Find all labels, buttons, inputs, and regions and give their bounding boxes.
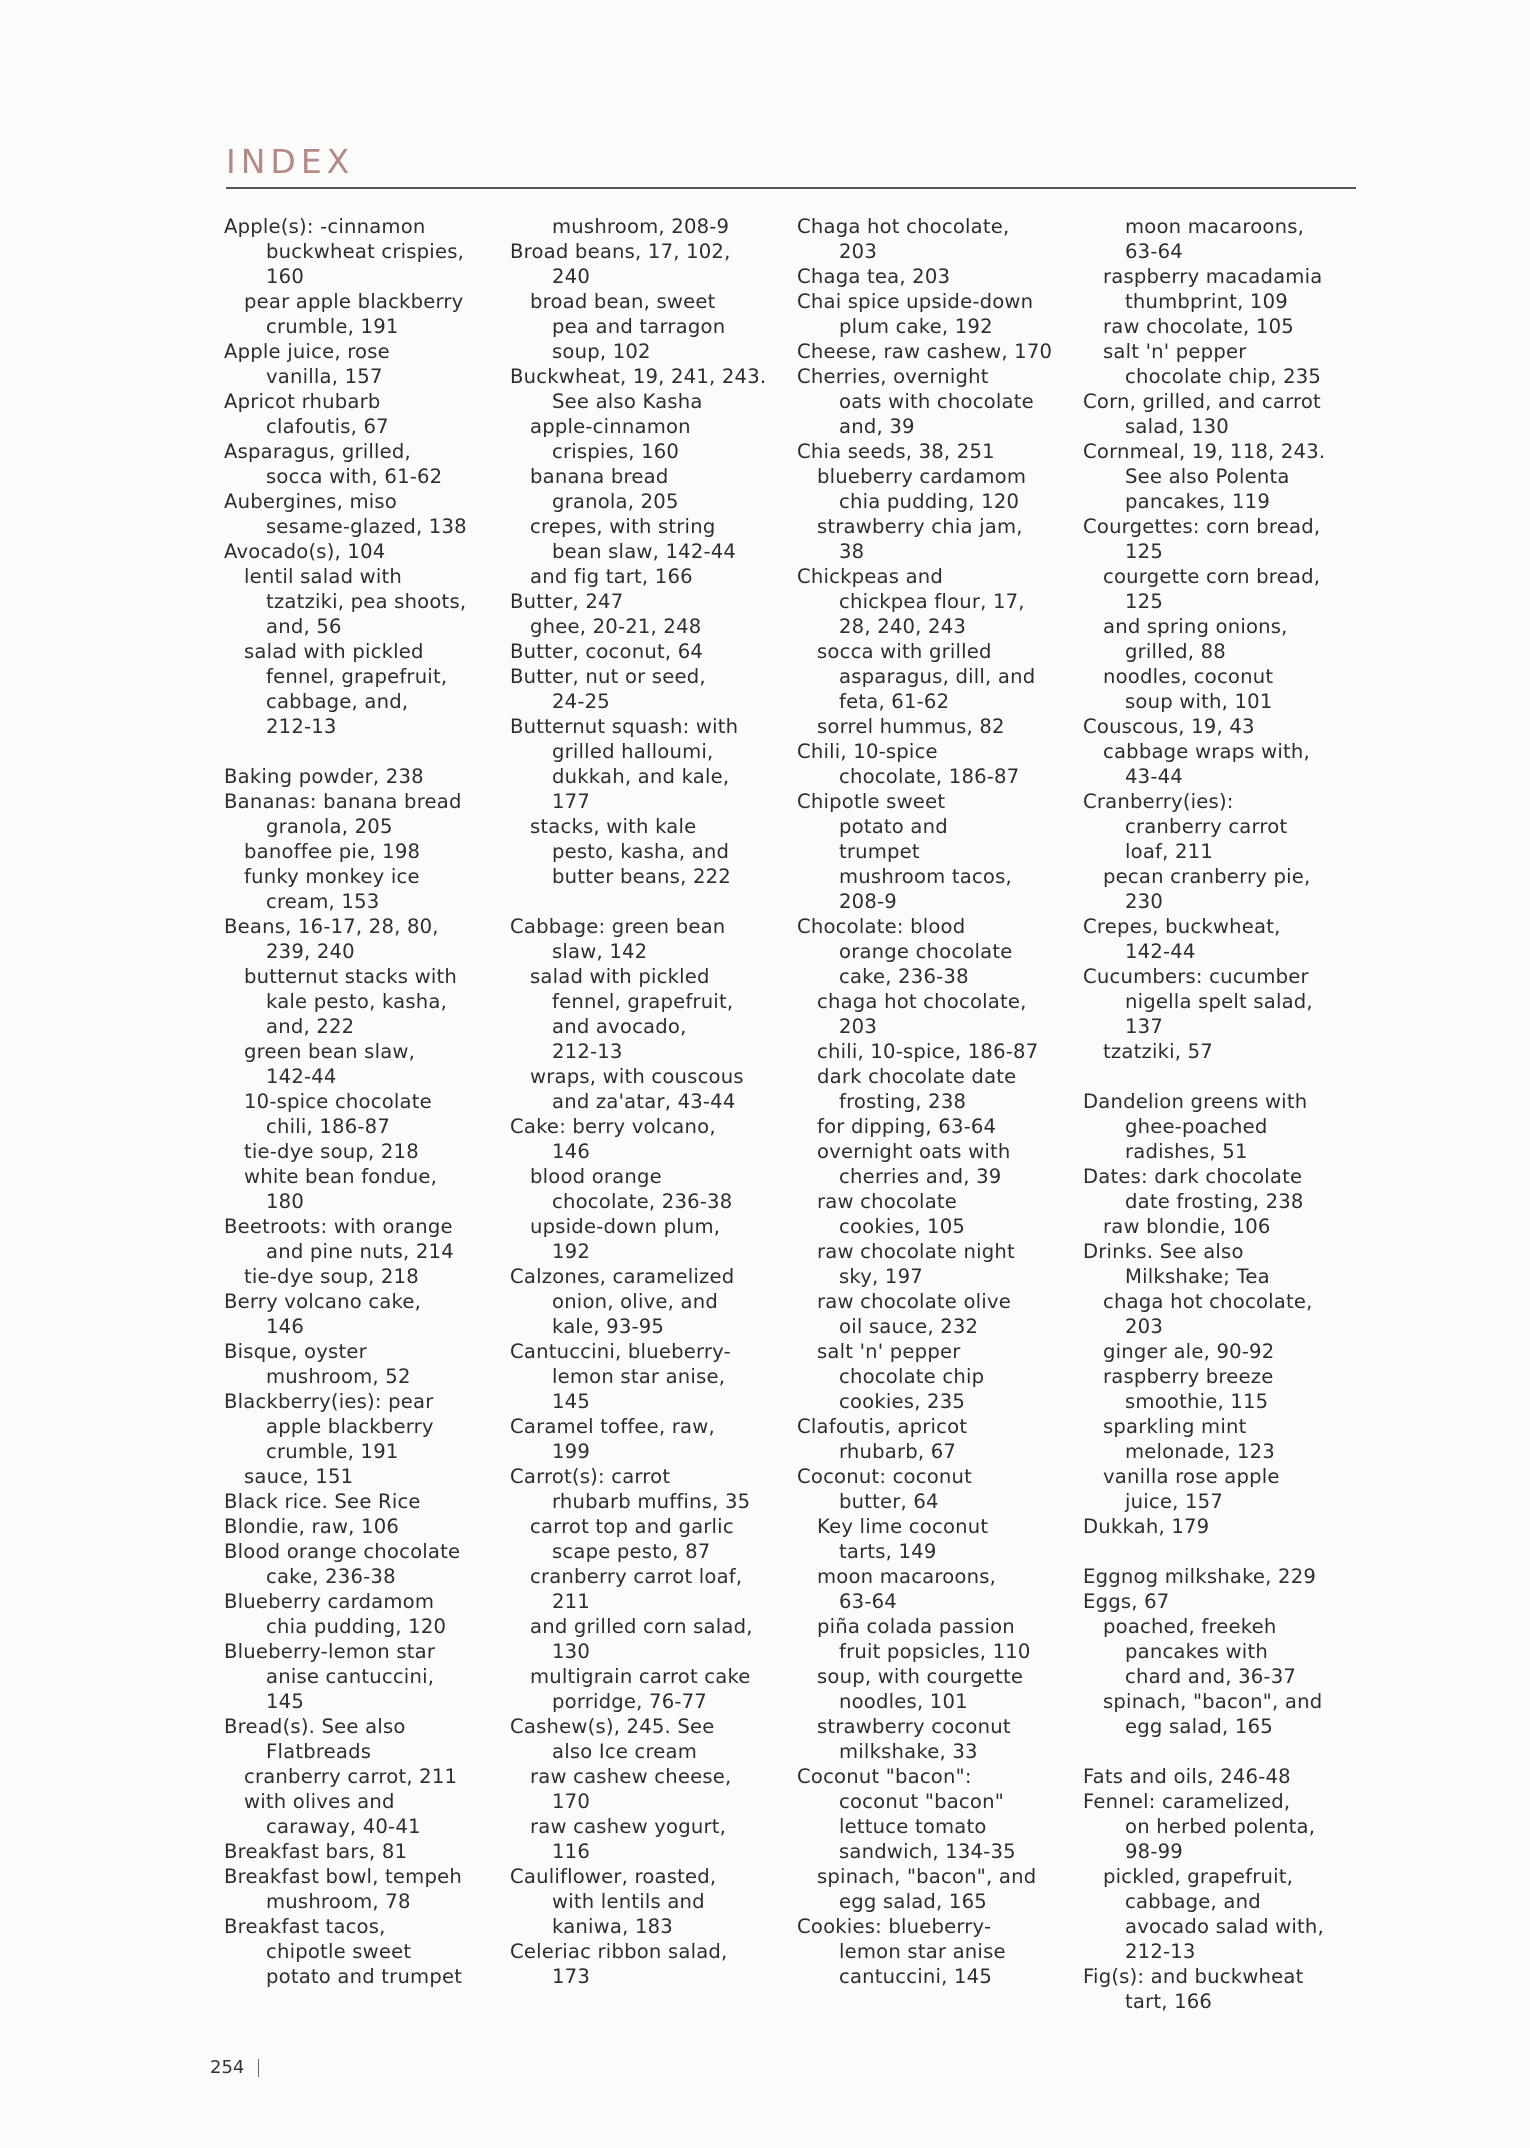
index-subentry: salt 'n' pepper — [817, 1340, 961, 1363]
index-subentry: fennel, grapefruit, — [552, 990, 734, 1013]
index-subentry: loaf, 211 — [1125, 840, 1213, 863]
index-subentry: pancakes with — [1125, 1640, 1268, 1663]
index-subentry: cranberry carrot, 211 — [244, 1765, 458, 1788]
index-entry: Cheese, raw cashew, 170 — [797, 340, 1053, 363]
index-subentry: potato and trumpet — [266, 1965, 463, 1988]
index-entry: Blackberry(ies): pear — [224, 1390, 434, 1413]
index-subentry: with olives and — [244, 1790, 395, 1813]
index-entry: Baking powder, 238 — [224, 765, 424, 788]
index-subentry: frosting, 238 — [839, 1090, 967, 1113]
page-number: 254 — [210, 2057, 245, 2078]
index-subentry: kaniwa, 183 — [552, 1915, 673, 1938]
index-subentry: milkshake, 33 — [839, 1740, 978, 1763]
index-subentry: poached, freekeh — [1103, 1615, 1277, 1638]
index-subentry: clafoutis, 67 — [266, 415, 389, 438]
index-subentry: raw blondie, 106 — [1103, 1215, 1271, 1238]
index-subentry: lemon star anise — [839, 1940, 1006, 1963]
index-entry: Dates: dark chocolate — [1083, 1165, 1303, 1188]
index-subentry: ghee, 20-21, 248 — [530, 615, 702, 638]
index-subentry: raw chocolate — [817, 1190, 958, 1213]
index-entry: Chai spice upside-down — [797, 290, 1034, 313]
index-entry: Blood orange chocolate — [224, 1540, 461, 1563]
index-subentry: chia pudding, 120 — [839, 490, 1020, 513]
index-subentry: tzatziki, pea shoots, — [266, 590, 467, 613]
index-subentry: slaw, 142 — [552, 940, 648, 963]
index-subentry: 146 — [266, 1315, 304, 1338]
index-subentry: soup, 102 — [552, 340, 651, 363]
index-subentry: caraway, 40-41 — [266, 1815, 421, 1838]
index-subentry: pear apple blackberry — [244, 290, 464, 313]
index-subentry: tart, 166 — [1125, 1990, 1213, 2013]
index-subentry: on herbed polenta, — [1125, 1815, 1316, 1838]
index-subentry: granola, 205 — [266, 815, 393, 838]
index-entry: Chili, 10-spice — [797, 740, 938, 763]
index-subentry: bean slaw, 142-44 — [552, 540, 737, 563]
index-subentry: and pine nuts, 214 — [266, 1240, 454, 1263]
index-subentry: kale, 93-95 — [552, 1315, 665, 1338]
index-subentry: also Ice cream — [552, 1740, 698, 1763]
index-subentry: white bean fondue, — [244, 1165, 438, 1188]
index-subentry: dark chocolate date — [817, 1065, 1017, 1088]
index-subentry: raspberry breeze — [1103, 1365, 1274, 1388]
index-subentry: multigrain carrot cake — [530, 1665, 751, 1688]
index-subentry: noodles, 101 — [839, 1690, 968, 1713]
index-subentry: oil sauce, 232 — [839, 1315, 979, 1338]
index-subentry: 43-44 — [1125, 765, 1183, 788]
index-subentry: See also Polenta — [1125, 465, 1290, 488]
index-subentry: overnight oats with — [817, 1140, 1011, 1163]
index-subentry: spinach, "bacon", and — [817, 1865, 1037, 1888]
index-entry: Broad beans, 17, 102, — [510, 240, 731, 263]
index-entry: Fennel: caramelized, — [1083, 1790, 1291, 1813]
index-gap — [1083, 1064, 1383, 1089]
index-subentry: ginger ale, 90-92 — [1103, 1340, 1275, 1363]
index-column-2 — [510, 214, 810, 1989]
index-subentry: trumpet — [839, 840, 920, 863]
index-subentry: chaga hot chocolate, — [1103, 1290, 1313, 1313]
index-subentry: ghee-poached — [1125, 1115, 1268, 1138]
index-subentry: vanilla rose apple — [1103, 1465, 1280, 1488]
index-subentry: 212-13 — [266, 715, 337, 738]
index-gap — [1083, 1739, 1383, 1764]
index-entry: Crepes, buckwheat, — [1083, 915, 1281, 938]
index-subentry: tie-dye soup, 218 — [244, 1265, 419, 1288]
index-subentry: egg salad, 165 — [839, 1890, 987, 1913]
index-entry: Fig(s): and buckwheat — [1083, 1965, 1304, 1988]
index-entry: Cashew(s), 245. See — [510, 1715, 715, 1738]
index-subentry: soup, with courgette — [817, 1665, 1024, 1688]
index-subentry: salt 'n' pepper — [1103, 340, 1247, 363]
index-subentry: oats with chocolate — [839, 390, 1034, 413]
index-subentry: avocado salad with, — [1125, 1915, 1324, 1938]
index-entry: Bisque, oyster — [224, 1340, 367, 1363]
index-subentry: 203 — [839, 1015, 877, 1038]
index-entry: Eggnog milkshake, 229 — [1083, 1565, 1317, 1588]
index-subentry: cantuccini, 145 — [839, 1965, 993, 1988]
index-entry: Asparagus, grilled, — [224, 440, 411, 463]
index-entry: Berry volcano cake, — [224, 1290, 422, 1313]
index-subentry: raw cashew yogurt, — [530, 1815, 727, 1838]
index-subentry: smoothie, 115 — [1125, 1390, 1269, 1413]
index-entry: Blondie, raw, 106 — [224, 1515, 400, 1538]
index-entry: Corn, grilled, and carrot — [1083, 390, 1321, 413]
index-subentry: funky monkey ice — [244, 865, 420, 888]
index-subentry: juice, 157 — [1125, 1490, 1223, 1513]
index-subentry: sparkling mint — [1103, 1415, 1247, 1438]
index-entry: Calzones, caramelized — [510, 1265, 735, 1288]
index-subentry: 146 — [552, 1140, 590, 1163]
index-subentry: 203 — [1125, 1315, 1163, 1338]
index-subentry: 130 — [552, 1640, 590, 1663]
index-subentry: 142-44 — [1125, 940, 1196, 963]
index-subentry: 63-64 — [839, 1590, 897, 1613]
index-entry: Bananas: banana bread — [224, 790, 462, 813]
page-title: INDEX — [226, 142, 355, 181]
index-subentry: asparagus, dill, and — [839, 665, 1036, 688]
index-subentry: and grilled corn salad, — [530, 1615, 753, 1638]
index-entry: Coconut "bacon": — [797, 1765, 972, 1788]
index-subentry: crispies, 160 — [552, 440, 680, 463]
index-subentry: 208-9 — [839, 890, 897, 913]
index-entry: Breakfast bars, 81 — [224, 1840, 408, 1863]
index-subentry: chili, 186-87 — [266, 1115, 390, 1138]
index-subentry: 142-44 — [266, 1065, 337, 1088]
index-entry: Chocolate: blood — [797, 915, 966, 938]
index-subentry: grilled, 88 — [1125, 640, 1226, 663]
index-column-3 — [797, 214, 1097, 1989]
index-subentry: blueberry cardamom — [817, 465, 1027, 488]
index-entry: Avocado(s), 104 — [224, 540, 386, 563]
index-subentry: courgette corn bread, — [1103, 565, 1321, 588]
index-subentry: 173 — [552, 1965, 590, 1988]
index-subentry: chocolate chip, 235 — [1125, 365, 1322, 388]
index-entry: Clafoutis, apricot — [797, 1415, 968, 1438]
index-subentry: porridge, 76-77 — [552, 1690, 707, 1713]
index-entry: Cornmeal, 19, 118, 243. — [1083, 440, 1326, 463]
index-subentry: green bean slaw, — [244, 1040, 416, 1063]
index-subentry: buckwheat crispies, — [266, 240, 465, 263]
index-entry: Buckwheat, 19, 241, 243. — [510, 365, 767, 388]
index-entry: Celeriac ribbon salad, — [510, 1940, 728, 1963]
index-entry: Butter, nut or seed, — [510, 665, 706, 688]
index-subentry: crumble, 191 — [266, 315, 399, 338]
index-subentry: 125 — [1125, 540, 1163, 563]
index-entry: Dukkah, 179 — [1083, 1515, 1210, 1538]
index-subentry: mushroom tacos, — [839, 865, 1012, 888]
index-subentry: and, 222 — [266, 1015, 355, 1038]
index-subentry: 212-13 — [552, 1040, 623, 1063]
index-subentry: rhubarb, 67 — [839, 1440, 957, 1463]
index-subentry: pea and tarragon — [552, 315, 726, 338]
index-subentry: chard and, 36-37 — [1125, 1665, 1297, 1688]
index-column-4 — [1083, 214, 1383, 2014]
index-subentry: cookies, 105 — [839, 1215, 966, 1238]
index-subentry: rhubarb muffins, 35 — [552, 1490, 751, 1513]
index-subentry: and, 56 — [266, 615, 342, 638]
index-entry: Apricot rhubarb — [224, 390, 381, 413]
index-subentry: chocolate, 186-87 — [839, 765, 1020, 788]
index-entry: Butter, 247 — [510, 590, 624, 613]
index-subentry: cabbage wraps with, — [1103, 740, 1310, 763]
index-subentry: sesame-glazed, 138 — [266, 515, 467, 538]
index-subentry: noodles, coconut — [1103, 665, 1274, 688]
index-subentry: for dipping, 63-64 — [817, 1115, 997, 1138]
index-subentry: chocolate chip — [839, 1365, 985, 1388]
index-subentry: 125 — [1125, 590, 1163, 613]
index-subentry: salad with pickled — [244, 640, 424, 663]
index-subentry: 177 — [552, 790, 590, 813]
index-subentry: cake, 236-38 — [266, 1565, 396, 1588]
index-entry: Courgettes: corn bread, — [1083, 515, 1321, 538]
index-subentry: orange chocolate — [839, 940, 1013, 963]
index-subentry: feta, 61-62 — [839, 690, 950, 713]
index-entry: Cantuccini, blueberry- — [510, 1340, 731, 1363]
index-subentry: 199 — [552, 1440, 590, 1463]
index-entry: Breakfast tacos, — [224, 1915, 386, 1938]
index-subentry: butter, 64 — [839, 1490, 939, 1513]
index-subentry: granola, 205 — [552, 490, 679, 513]
index-entry: Cherries, overnight — [797, 365, 989, 388]
index-subentry: piña colada passion — [817, 1615, 1015, 1638]
index-subentry: plum cake, 192 — [839, 315, 993, 338]
index-entry: Butternut squash: with — [510, 715, 739, 738]
index-subentry: 212-13 — [1125, 1940, 1196, 1963]
index-subentry: 203 — [839, 240, 877, 263]
index-subentry: sorrel hummus, 82 — [817, 715, 1005, 738]
index-subentry: 24-25 — [552, 690, 610, 713]
index-subentry: pickled, grapefruit, — [1103, 1865, 1294, 1888]
index-subentry: cherries and, 39 — [839, 1165, 1002, 1188]
index-subentry: butter beans, 222 — [552, 865, 731, 888]
index-gap — [510, 889, 810, 914]
index-subentry: 211 — [552, 1590, 590, 1613]
index-subentry: 10-spice chocolate — [244, 1090, 432, 1113]
index-subentry: chaga hot chocolate, — [817, 990, 1027, 1013]
index-subentry: fennel, grapefruit, — [266, 665, 448, 688]
index-subentry: lettuce tomato — [839, 1815, 987, 1838]
index-subentry: 98-99 — [1125, 1840, 1183, 1863]
index-entry: Black rice. See Rice — [224, 1490, 421, 1513]
index-subentry: 240 — [552, 265, 590, 288]
index-subentry: kale pesto, kasha, — [266, 990, 448, 1013]
index-subentry: raw chocolate night — [817, 1240, 1015, 1263]
index-entry: Chaga tea, 203 — [797, 265, 951, 288]
index-subentry: 38 — [839, 540, 865, 563]
index-subentry: mushroom, 52 — [266, 1365, 411, 1388]
index-subentry: socca with, 61-62 — [266, 465, 443, 488]
index-subentry: and, 39 — [839, 415, 915, 438]
title-rule — [226, 187, 1356, 189]
index-subentry: lemon star anise, — [552, 1365, 726, 1388]
index-subentry: Milkshake; Tea — [1125, 1265, 1270, 1288]
index-subentry: and spring onions, — [1103, 615, 1288, 638]
index-subentry: Flatbreads — [266, 1740, 372, 1763]
index-entry: Beans, 16-17, 28, 80, — [224, 915, 439, 938]
index-gap — [224, 739, 524, 764]
index-entry: Blueberry-lemon star — [224, 1640, 436, 1663]
index-subentry: sandwich, 134-35 — [839, 1840, 1016, 1863]
index-subentry: scape pesto, 87 — [552, 1540, 711, 1563]
index-subentry: upside-down plum, — [530, 1215, 721, 1238]
index-gap — [1083, 1539, 1383, 1564]
index-subentry: butternut stacks with — [244, 965, 457, 988]
index-subentry: 137 — [1125, 1015, 1163, 1038]
index-subentry: 180 — [266, 1190, 304, 1213]
index-subentry: and fig tart, 166 — [530, 565, 693, 588]
index-subentry: cranberry carrot — [1125, 815, 1288, 838]
index-entry: Carrot(s): carrot — [510, 1465, 671, 1488]
index-subentry: dukkah, and kale, — [552, 765, 730, 788]
index-subentry: mushroom, 78 — [266, 1890, 411, 1913]
index-subentry: 145 — [266, 1690, 304, 1713]
index-subentry: chia pudding, 120 — [266, 1615, 447, 1638]
index-subentry: broad bean, sweet — [530, 290, 716, 313]
index-subentry: Key lime coconut — [817, 1515, 989, 1538]
index-subentry: nigella spelt salad, — [1125, 990, 1313, 1013]
index-entry: Cabbage: green bean — [510, 915, 726, 938]
index-entry: Bread(s). See also — [224, 1715, 406, 1738]
index-entry: Eggs, 67 — [1083, 1590, 1170, 1613]
index-subentry: onion, olive, and — [552, 1290, 718, 1313]
index-subentry: and avocado, — [552, 1015, 687, 1038]
index-subentry: chocolate, 236-38 — [552, 1190, 733, 1213]
index-entry: Drinks. See also — [1083, 1240, 1244, 1263]
index-subentry: date frosting, 238 — [1125, 1190, 1304, 1213]
index-subentry: raw cashew cheese, — [530, 1765, 732, 1788]
index-subentry: cream, 153 — [266, 890, 380, 913]
index-entry: Breakfast bowl, tempeh — [224, 1865, 462, 1888]
index-entry: Cookies: blueberry- — [797, 1915, 992, 1938]
index-entry: Fats and oils, 246-48 — [1083, 1765, 1291, 1788]
index-subentry: strawberry coconut — [817, 1715, 1011, 1738]
index-entry: Cauliflower, roasted, — [510, 1865, 717, 1888]
index-subentry: sauce, 151 — [244, 1465, 354, 1488]
index-subentry: cabbage, and, — [266, 690, 409, 713]
index-subentry: pesto, kasha, and — [552, 840, 730, 863]
index-entry: Blueberry cardamom — [224, 1590, 435, 1613]
index-subentry: apple-cinnamon — [530, 415, 691, 438]
index-subentry: tzatziki, 57 — [1103, 1040, 1213, 1063]
index-subentry: chipotle sweet — [266, 1940, 412, 1963]
index-subentry: salad with pickled — [530, 965, 710, 988]
index-subentry: radishes, 51 — [1125, 1140, 1248, 1163]
index-subentry: banana bread — [530, 465, 669, 488]
index-subentry: pancakes, 119 — [1125, 490, 1271, 513]
index-subentry: spinach, "bacon", and — [1103, 1690, 1323, 1713]
index-entry: Butter, coconut, 64 — [510, 640, 704, 663]
index-subentry: raw chocolate olive — [817, 1290, 1011, 1313]
index-subentry: 145 — [552, 1390, 590, 1413]
index-subentry: potato and — [839, 815, 948, 838]
index-entry: Cranberry(ies): — [1083, 790, 1234, 813]
index-entry: Beetroots: with orange — [224, 1215, 453, 1238]
index-subentry: moon macaroons, — [817, 1565, 997, 1588]
index-entry: Couscous, 19, 43 — [1083, 715, 1255, 738]
page-number-divider — [258, 2059, 259, 2077]
index-subentry: cranberry carrot loaf, — [530, 1565, 743, 1588]
index-subentry: chili, 10-spice, 186-87 — [817, 1040, 1039, 1063]
index-subentry: wraps, with couscous — [530, 1065, 744, 1088]
index-entry: Caramel toffee, raw, — [510, 1415, 715, 1438]
index-subentry: 116 — [552, 1840, 590, 1863]
index-subentry: mushroom, 208-9 — [552, 215, 730, 238]
index-entry: Aubergines, miso — [224, 490, 397, 513]
index-entry: Chaga hot chocolate, — [797, 215, 1010, 238]
index-subentry: cookies, 235 — [839, 1390, 966, 1413]
index-subentry: raspberry macadamia — [1103, 265, 1323, 288]
index-subentry: anise cantuccini, — [266, 1665, 435, 1688]
index-subentry: soup with, 101 — [1125, 690, 1273, 713]
index-subentry: cabbage, and — [1125, 1890, 1261, 1913]
index-entry: Dandelion greens with — [1083, 1090, 1308, 1113]
index-entry: Cake: berry volcano, — [510, 1115, 716, 1138]
index-subentry: 28, 240, 243 — [839, 615, 967, 638]
index-subentry: 239, 240 — [266, 940, 355, 963]
index-subentry: 192 — [552, 1240, 590, 1263]
index-entry: Chia seeds, 38, 251 — [797, 440, 995, 463]
index-subentry: blood orange — [530, 1165, 662, 1188]
index-subentry: lentil salad with — [244, 565, 403, 588]
index-subentry: cake, 236-38 — [839, 965, 969, 988]
index-subentry: and za'atar, 43-44 — [552, 1090, 736, 1113]
index-subentry: strawberry chia jam, — [817, 515, 1023, 538]
index-subentry: chickpea flour, 17, — [839, 590, 1025, 613]
index-subentry: crepes, with string — [530, 515, 716, 538]
index-subentry: tarts, 149 — [839, 1540, 937, 1563]
index-entry: Apple(s): -cinnamon — [224, 215, 426, 238]
index-subentry: 230 — [1125, 890, 1163, 913]
index-subentry: 170 — [552, 1790, 590, 1813]
index-subentry: See also Kasha — [552, 390, 703, 413]
index-column-1 — [224, 214, 524, 1989]
index-subentry: apple blackberry — [266, 1415, 434, 1438]
index-subentry: with lentils and — [552, 1890, 705, 1913]
index-subentry: banoffee pie, 198 — [244, 840, 421, 863]
index-subentry: melonade, 123 — [1125, 1440, 1275, 1463]
index-entry: Chipotle sweet — [797, 790, 946, 813]
index-subentry: tie-dye soup, 218 — [244, 1140, 419, 1163]
index-entry: Cucumbers: cucumber — [1083, 965, 1309, 988]
index-subentry: carrot top and garlic — [530, 1515, 734, 1538]
index-subentry: pecan cranberry pie, — [1103, 865, 1311, 888]
index-subentry: thumbprint, 109 — [1125, 290, 1288, 313]
index-entry: Coconut: coconut — [797, 1465, 973, 1488]
index-entry: Chickpeas and — [797, 565, 944, 588]
index-subentry: vanilla, 157 — [266, 365, 383, 388]
index-subentry: 63-64 — [1125, 240, 1183, 263]
index-subentry: raw chocolate, 105 — [1103, 315, 1294, 338]
index-subentry: grilled halloumi, — [552, 740, 714, 763]
index-subentry: crumble, 191 — [266, 1440, 399, 1463]
index-entry: Apple juice, rose — [224, 340, 390, 363]
index-subentry: stacks, with kale — [530, 815, 697, 838]
index-subentry: sky, 197 — [839, 1265, 923, 1288]
index-subentry: egg salad, 165 — [1125, 1715, 1273, 1738]
index-subentry: fruit popsicles, 110 — [839, 1640, 1031, 1663]
index-subentry: socca with grilled — [817, 640, 992, 663]
index-subentry: salad, 130 — [1125, 415, 1229, 438]
index-subentry: moon macaroons, — [1125, 215, 1305, 238]
index-subentry: coconut "bacon" — [839, 1790, 1004, 1813]
index-subentry: 160 — [266, 265, 304, 288]
